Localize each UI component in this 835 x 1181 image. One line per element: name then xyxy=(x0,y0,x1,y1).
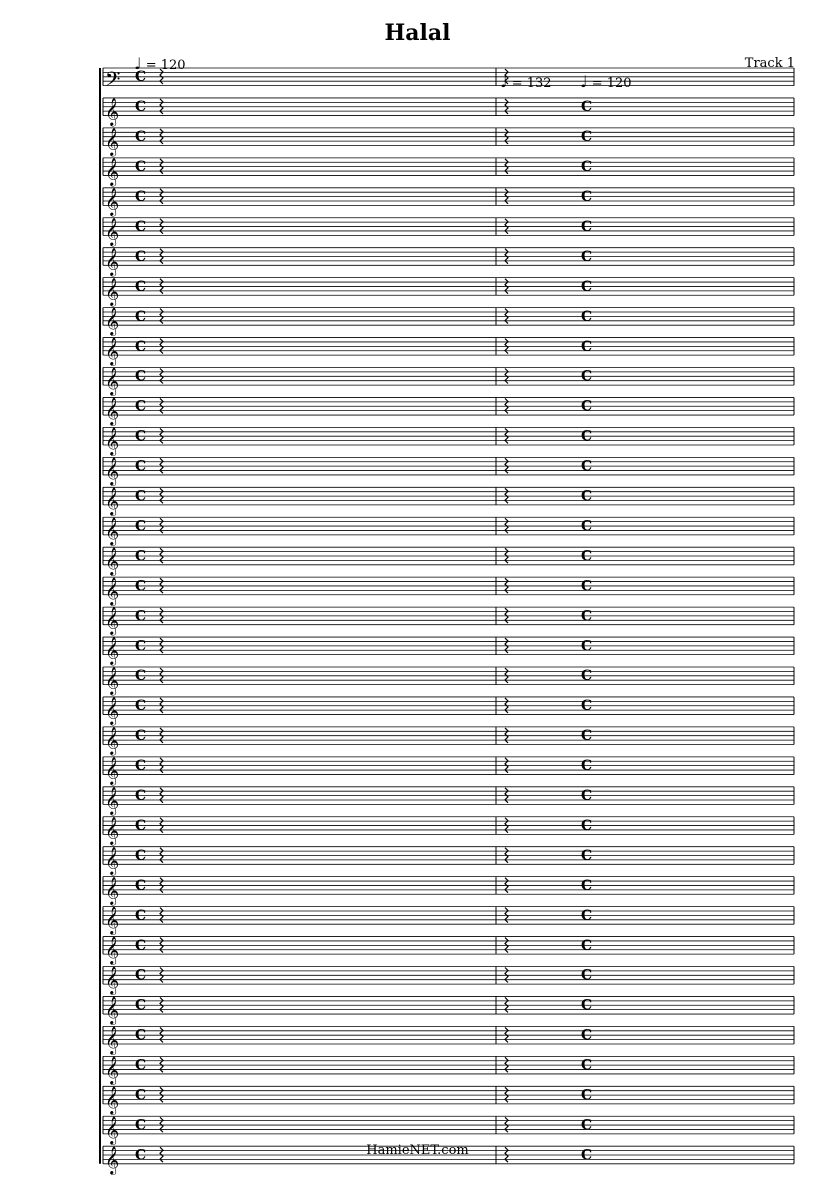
time-signature: C xyxy=(135,368,147,385)
treble-clef-icon: 𝄞 xyxy=(105,666,120,695)
time-signature: C xyxy=(135,877,147,894)
treble-clef-icon: 𝄞 xyxy=(105,397,120,426)
treble-clef-icon: 𝄞 xyxy=(105,996,120,1025)
treble-clef-icon: 𝄞 xyxy=(105,1085,120,1114)
time-signature: C xyxy=(581,189,593,205)
time-signature: C xyxy=(135,458,147,475)
treble-clef-icon: 𝄞 xyxy=(105,427,120,455)
time-signature: C xyxy=(581,99,593,116)
time-signature: C xyxy=(135,248,147,265)
time-signature: C xyxy=(135,1057,147,1074)
time-signature: C xyxy=(135,398,147,415)
time-signature: C xyxy=(581,698,593,715)
time-signature: C xyxy=(581,937,593,954)
time-signature: C xyxy=(135,278,147,295)
time-signature: C xyxy=(581,428,593,445)
time-signature: C xyxy=(581,129,593,146)
time-signature: C xyxy=(135,788,147,804)
time-signature: C xyxy=(135,1087,147,1104)
time-signature: C xyxy=(581,877,593,894)
treble-clef-icon: 𝄞 xyxy=(105,1115,120,1144)
time-signature: C xyxy=(135,99,147,116)
time-signature: C xyxy=(135,518,147,535)
treble-clef-icon: 𝄞 xyxy=(105,756,120,785)
time-signature: C xyxy=(135,847,147,864)
track-label: Track 1 xyxy=(744,56,795,71)
time-signature: C xyxy=(581,548,593,565)
time-signature: C xyxy=(581,518,593,535)
treble-clef-icon: 𝄞 xyxy=(105,846,120,875)
treble-clef-icon: 𝄞 xyxy=(105,277,120,306)
time-signature: C xyxy=(135,548,147,565)
treble-clef-icon: 𝄞 xyxy=(105,217,120,246)
treble-clef-icon: 𝄞 xyxy=(105,546,120,575)
time-signature: C xyxy=(581,638,593,655)
time-signature: C xyxy=(581,398,593,415)
score-title: Halal xyxy=(384,20,451,46)
time-signature: C xyxy=(581,847,593,864)
time-signature: C xyxy=(581,907,593,924)
time-signature: C xyxy=(581,967,593,984)
treble-clef-icon: 𝄞 xyxy=(105,97,120,126)
time-signature: C xyxy=(581,218,593,235)
treble-clef-icon: 𝄞 xyxy=(105,456,120,485)
treble-clef-icon: 𝄞 xyxy=(105,516,120,545)
time-signature: C xyxy=(581,788,593,804)
time-signature: C xyxy=(581,159,593,176)
time-signature: C xyxy=(581,278,593,295)
time-signature: C xyxy=(581,1117,593,1134)
time-signature: C xyxy=(581,1027,593,1044)
time-signature: C xyxy=(135,967,147,984)
treble-clef-icon: 𝄞 xyxy=(105,307,120,336)
time-signature: C xyxy=(135,189,147,205)
quarter-note-icon: ♩ xyxy=(580,72,588,91)
time-signature: C xyxy=(135,758,147,775)
quarter-note-icon: ♩ xyxy=(500,72,508,91)
treble-clef-icon: 𝄞 xyxy=(105,906,120,935)
footer-credit: HamieNET.com xyxy=(366,1143,469,1158)
tempo-value: = 132 xyxy=(511,76,552,91)
time-signature: C xyxy=(581,608,593,625)
time-signature: C xyxy=(581,668,593,685)
treble-clef-icon: 𝄞 xyxy=(105,966,120,995)
time-signature: C xyxy=(135,638,147,655)
treble-clef-icon: 𝄞 xyxy=(105,606,120,635)
time-signature: C xyxy=(135,608,147,625)
time-signature: C xyxy=(581,308,593,325)
treble-clef-icon: 𝄞 xyxy=(105,936,120,965)
time-signature: C xyxy=(581,758,593,775)
time-signature: C xyxy=(135,907,147,924)
time-signature: C xyxy=(581,488,593,505)
time-signature: C xyxy=(135,428,147,445)
treble-clef-icon: 𝄞 xyxy=(105,337,120,366)
time-signature: C xyxy=(135,69,147,86)
treble-clef-icon: 𝄞 xyxy=(105,157,120,186)
time-signature: C xyxy=(135,817,147,834)
treble-clef-icon: 𝄞 xyxy=(105,486,120,515)
time-signature: C xyxy=(135,668,147,685)
treble-clef-icon: 𝄞 xyxy=(105,816,120,845)
time-signature: C xyxy=(135,728,147,745)
treble-clef-icon: 𝄞 xyxy=(105,576,120,605)
time-signature: C xyxy=(581,1087,593,1104)
time-signature: C xyxy=(135,159,147,176)
treble-clef-icon: 𝄞 xyxy=(105,1145,120,1174)
time-signature: C xyxy=(581,817,593,834)
bass-clef-icon: 𝄢 xyxy=(105,67,121,96)
tempo-value: = 120 xyxy=(145,58,186,73)
treble-clef-icon: 𝄞 xyxy=(105,636,120,665)
time-signature: C xyxy=(135,218,147,235)
time-signature: C xyxy=(581,728,593,745)
time-signature: C xyxy=(581,458,593,475)
time-signature: C xyxy=(581,1147,593,1164)
time-signature: C xyxy=(135,338,147,355)
treble-clef-icon: 𝄞 xyxy=(105,127,120,156)
time-signature: C xyxy=(135,129,147,146)
treble-clef-icon: 𝄞 xyxy=(105,786,120,815)
treble-clef-icon: 𝄞 xyxy=(105,247,120,276)
time-signature: C xyxy=(135,578,147,595)
treble-clef-icon: 𝄞 xyxy=(105,726,120,755)
time-signature: C xyxy=(581,997,593,1014)
time-signature: C xyxy=(581,578,593,595)
time-signature: C xyxy=(135,1147,147,1164)
treble-clef-icon: 𝄞 xyxy=(105,696,120,725)
treble-clef-icon: 𝄞 xyxy=(105,1055,120,1084)
treble-clef-icon: 𝄞 xyxy=(105,876,120,905)
time-signature: C xyxy=(581,1057,593,1074)
time-signature: C xyxy=(135,997,147,1014)
time-signature: C xyxy=(135,937,147,954)
treble-clef-icon: 𝄞 xyxy=(105,367,120,396)
time-signature: C xyxy=(135,488,147,505)
time-signature: C xyxy=(581,338,593,355)
time-signature: C xyxy=(135,1117,147,1134)
quarter-note-icon: ♩ xyxy=(134,54,142,73)
treble-clef-icon: 𝄞 xyxy=(105,187,120,216)
time-signature: C xyxy=(135,1027,147,1044)
time-signature: C xyxy=(581,368,593,385)
time-signature: C xyxy=(581,248,593,265)
treble-clef-icon: 𝄞 xyxy=(105,1026,120,1054)
tempo-value: = 120 xyxy=(591,76,632,91)
time-signature: C xyxy=(135,308,147,325)
time-signature: C xyxy=(135,698,147,715)
